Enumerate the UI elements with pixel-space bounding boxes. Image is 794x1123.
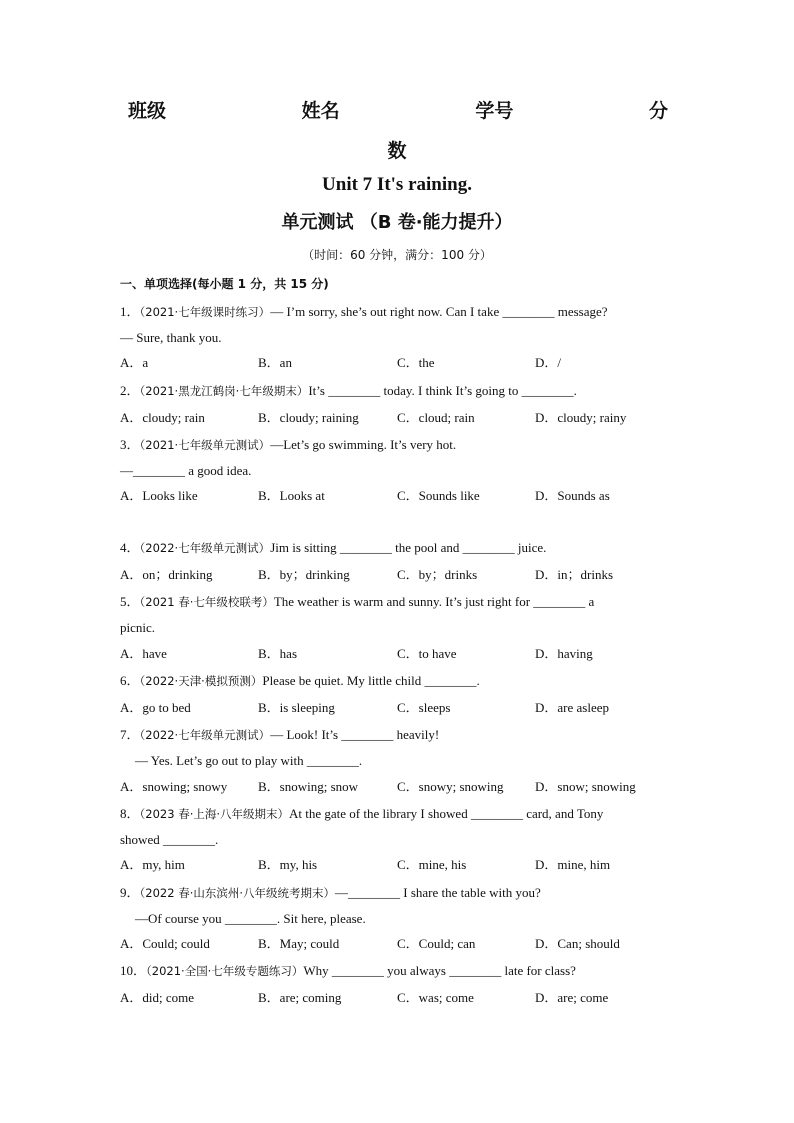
score-label-part1: 分 (648, 100, 668, 122)
question-source: （2022 春·山东滨州·八年级统考期末） (139, 886, 335, 900)
question-8-line-2: showed ________. (120, 832, 219, 847)
question-source: （2021·全国·七年级专题练习） (146, 964, 304, 978)
question-number: 2． (120, 383, 140, 398)
option-c: C．the (397, 355, 435, 370)
question-8 (120, 806, 603, 822)
question-text: Why ________ you always ________ late for class? (303, 963, 576, 978)
time-info: （时间：60 分钟，满分：100 分） (302, 248, 492, 262)
question-number: 6． (120, 673, 140, 688)
question-text: —Let’s go swimming. It’s very hot. (270, 437, 457, 452)
question-3 (120, 437, 456, 453)
option-d: D．cloudy; rainy (535, 410, 627, 425)
option-d: D．having (535, 646, 593, 661)
question-number: 8． (120, 806, 140, 821)
student-info-header (128, 96, 668, 123)
option-c: C．to have (397, 646, 457, 661)
unit-title: Unit 7 It's raining. (322, 174, 472, 195)
question-1-options (120, 355, 680, 371)
option-b: B．an (258, 355, 292, 370)
option-c: C．Sounds like (397, 488, 480, 503)
question-number: 5． (120, 594, 140, 609)
question-2-options (120, 410, 680, 426)
question-source: （2022·七年级单元测试） (139, 728, 271, 742)
option-a: A．snowing; snowy (120, 779, 228, 794)
question-1 (120, 304, 608, 320)
question-7-options (120, 779, 680, 795)
question-number: 3． (120, 437, 140, 452)
option-d: D．are; come (535, 990, 609, 1005)
option-c: C．Could; can (397, 936, 476, 951)
question-5-options (120, 646, 680, 662)
question-text: The weather is warm and sunny. It’s just right for ________ a (273, 594, 595, 609)
question-5 (120, 594, 594, 610)
option-a: A．go to bed (120, 700, 191, 715)
option-c: C．sleeps (397, 700, 451, 715)
option-b: B．May; could (258, 936, 340, 951)
question-9 (120, 885, 541, 901)
option-c: C．was; come (397, 990, 474, 1005)
question-10 (120, 963, 576, 979)
question-source: （2022·天津·模拟预测） (139, 674, 263, 688)
question-7 (120, 727, 439, 743)
option-a: A．a (120, 355, 149, 370)
question-9-line-2: —Of course you ________. Sit here, please. (135, 911, 366, 926)
question-text: It’s ________ today. I think It’s going to ________. (308, 383, 577, 398)
question-text: — Look! It’s ________ heavily! (270, 727, 440, 742)
question-number: 9． (120, 885, 140, 900)
option-a: A．cloudy; rain (120, 410, 205, 425)
question-9-options (120, 936, 680, 952)
option-b: B．has (258, 646, 298, 661)
option-d: D．Sounds as (535, 488, 610, 503)
option-a: A．on；drinking (120, 567, 213, 582)
question-number: 4． (120, 540, 140, 555)
question-source: （2021 春·七年级校联考） (139, 595, 274, 609)
question-text: — I’m sorry, she’s out right now. Can I take ________ message? (270, 304, 608, 319)
option-c: C．by；drinks (397, 567, 478, 582)
option-c: C．snowy; snowing (397, 779, 504, 794)
question-source: （2021·七年级单元测试） (139, 438, 271, 452)
question-text: Please be quiet. My little child ________. (262, 673, 480, 688)
question-number: 10． (120, 963, 147, 978)
question-text: —________ I share the table with you? (335, 885, 541, 900)
question-10-options (120, 990, 680, 1006)
option-d: D．Can; should (535, 936, 620, 951)
question-6 (120, 673, 480, 689)
option-d: D．/ (535, 355, 562, 370)
option-a: A．have (120, 646, 167, 661)
name-label: 姓名 (301, 100, 340, 122)
question-source: （2021·七年级课时练习） (139, 305, 271, 319)
question-number: 1． (120, 304, 140, 319)
option-d: D．snow; snowing (535, 779, 636, 794)
question-source: （2023 春·上海·八年级期末） (139, 807, 289, 821)
option-c: C．cloud; rain (397, 410, 475, 425)
question-1-line-2: — Sure, thank you. (120, 330, 222, 345)
question-4 (120, 540, 546, 556)
question-4-options (120, 567, 680, 583)
question-3-line-2: —________ a good idea. (120, 463, 252, 478)
option-b: B．my, his (258, 857, 318, 872)
question-8-options (120, 857, 680, 873)
question-2 (120, 383, 577, 399)
option-b: B．is sleeping (258, 700, 335, 715)
option-d: D．in；drinks (535, 567, 614, 582)
score-label-part2: 数 (387, 140, 407, 162)
question-number: 7． (120, 727, 140, 742)
question-text: At the gate of the library I showed ________ card, and Tony (289, 806, 604, 821)
option-b: B．are; coming (258, 990, 342, 1005)
option-a: A．Could; could (120, 936, 210, 951)
option-b: B．by；drinking (258, 567, 350, 582)
option-d: D．mine, him (535, 857, 611, 872)
student-id-label: 学号 (475, 100, 514, 122)
option-a: A．Looks like (120, 488, 198, 503)
option-a: A．did; come (120, 990, 195, 1005)
question-7-line-2: — Yes. Let’s go out to play with ________. (135, 753, 363, 768)
question-source: （2022·七年级单元测试） (139, 541, 271, 555)
class-label: 班级 (128, 100, 167, 122)
option-c: C．mine, his (397, 857, 467, 872)
question-3-options (120, 488, 680, 504)
question-6-options (120, 700, 680, 716)
question-text: Jim is sitting ________ the pool and ________ juice. (270, 540, 547, 555)
question-5-line-2: picnic. (120, 620, 156, 635)
option-b: B．snowing; snow (258, 779, 359, 794)
option-b: B．Looks at (258, 488, 325, 503)
question-source: （2021·黑龙江鹤岗·七年级期末） (139, 384, 309, 398)
test-title: 单元测试 （B 卷·能力提升） (281, 212, 513, 233)
section-heading: 一、单项选择(每小题 1 分，共 15 分) (120, 277, 329, 291)
option-b: B．cloudy; raining (258, 410, 359, 425)
option-a: A．my, him (120, 857, 185, 872)
option-d: D．are asleep (535, 700, 609, 715)
